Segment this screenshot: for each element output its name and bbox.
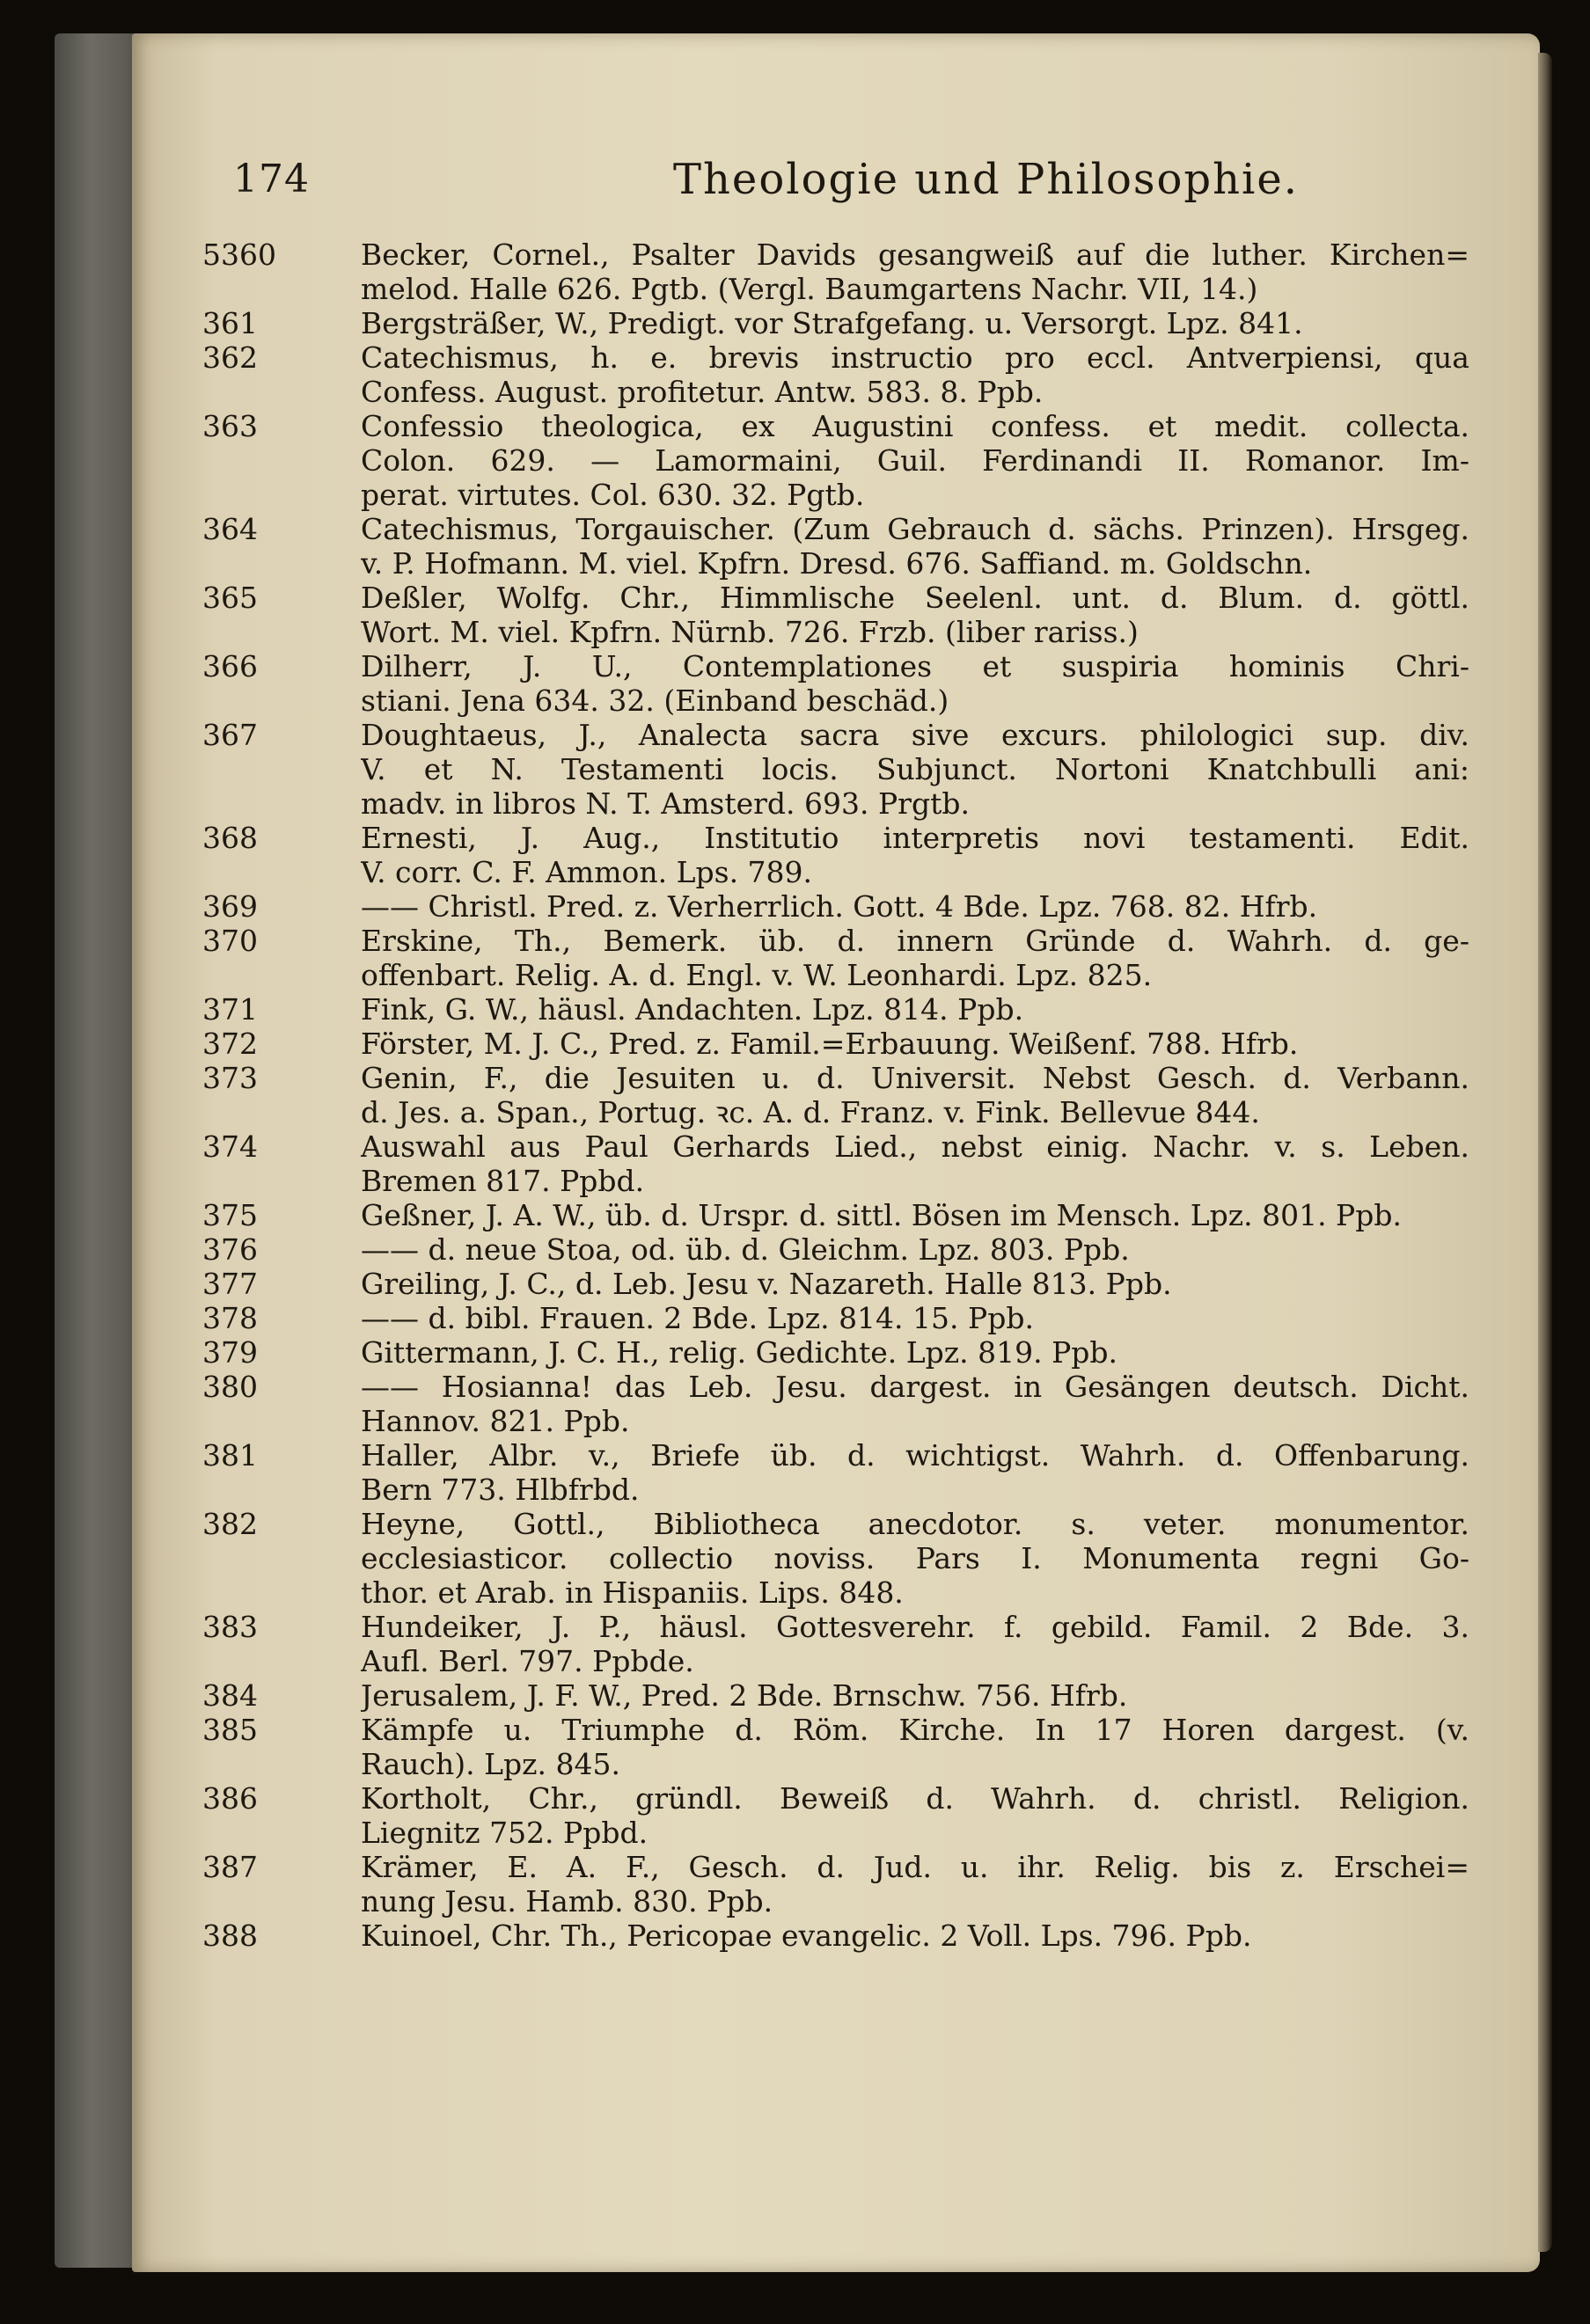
entry-text-line: Becker, Cornel., Psalter Davids gesangweiß auf die luther. Kirchen= (361, 238, 1469, 272)
entry-text-line: Doughtaeus, J., Analecta sacra sive excurs. philologici sup. div. (361, 718, 1469, 752)
entry-number: 376 (202, 1232, 258, 1267)
entry-text-line: Heyne, Gottl., Bibliotheca anecdotor. s. veter. monumentor. (361, 1507, 1469, 1541)
entry-text-line: v. P. Hofmann. M. viel. Kpfrn. Dresd. 676. Saffiand. m. Goldschn. (361, 546, 1313, 581)
entry-number: 378 (202, 1301, 258, 1335)
entry-text-line: Jerusalem, J. F. W., Pred. 2 Bde. Brnschw. 756. Hfrb. (361, 1678, 1128, 1713)
entry-number: 370 (202, 924, 258, 958)
entry-text-line: melod. Halle 626. Pgtb. (Vergl. Baumgartens Nachr. VII, 14.) (361, 272, 1258, 306)
entry-text-line: Rauch). Lpz. 845. (361, 1747, 621, 1781)
entry-number: 387 (202, 1850, 258, 1884)
entry-text-line: Kämpfe u. Triumphe d. Röm. Kirche. In 17 Horen dargest. (v. (361, 1713, 1469, 1747)
catalog-entry (202, 992, 1469, 1027)
entry-text-line: Fink, G. W., häusl. Andachten. Lpz. 814. Ppb. (361, 992, 1024, 1027)
entry-text-line: Ernesti, J. Aug., Institutio interpretis novi testamenti. Edit. (361, 821, 1469, 855)
catalog-entry (202, 718, 1469, 821)
entry-text-line: nung Jesu. Hamb. 830. Ppb. (361, 1884, 773, 1918)
entry-text-line: Catechismus, Torgauischer. (Zum Gebrauch d. sächs. Prinzen). Hrsgeg. (361, 512, 1469, 546)
entry-text-line: Genin, F., die Jesuiten u. d. Universit. Nebst Gesch. d. Verbann. (361, 1061, 1469, 1095)
entry-text-line: Confess. August. profitetur. Antw. 583. 8. Ppb. (361, 375, 1044, 409)
entry-number: 375 (202, 1198, 258, 1232)
entry-text-line: —— d. bibl. Frauen. 2 Bde. Lpz. 814. 15. Ppb. (361, 1301, 1034, 1335)
catalog-entry (202, 1061, 1469, 1129)
entry-number: 379 (202, 1335, 258, 1370)
entry-text-line: V. corr. C. F. Ammon. Lps. 789. (361, 855, 813, 889)
catalog-entry (202, 1610, 1469, 1678)
entry-text-line: Dilherr, J. U., Contemplationes et suspiria hominis Chri- (361, 649, 1469, 683)
catalog-entry (202, 1713, 1469, 1781)
entry-text-line: madv. in libros N. T. Amsterd. 693. Prgtb. (361, 786, 970, 821)
entry-text-line: thor. et Arab. in Hispaniis. Lips. 848. (361, 1575, 904, 1610)
entry-text-line: Krämer, E. A. F., Gesch. d. Jud. u. ihr. Relig. bis z. Erschei= (361, 1850, 1469, 1884)
entry-text-line: Confessio theologica, ex Augustini confess. et medit. collecta. (361, 409, 1469, 443)
entry-number: 369 (202, 889, 258, 924)
entry-text-line: offenbart. Relig. A. d. Engl. v. W. Leonhardi. Lpz. 825. (361, 958, 1153, 992)
catalog-entry (202, 1232, 1469, 1267)
entry-text-line: Bergsträßer, W., Predigt. vor Strafgefang. u. Versorgt. Lpz. 841. (361, 306, 1303, 340)
entry-number: 363 (202, 409, 258, 443)
entry-number: 374 (202, 1129, 258, 1164)
catalog-entry (202, 306, 1469, 340)
catalog-entry (202, 924, 1469, 992)
entry-text-line: Deßler, Wolfg. Chr., Himmlische Seelenl. unt. d. Blum. d. göttl. (361, 581, 1469, 615)
catalog-entry (202, 1370, 1469, 1438)
entry-number: 364 (202, 512, 258, 546)
entry-text-line: —— d. neue Stoa, od. üb. d. Gleichm. Lpz. 803. Ppb. (361, 1232, 1130, 1267)
entry-text-line: stiani. Jena 634. 32. (Einband beschäd.) (361, 683, 949, 718)
entry-number: 386 (202, 1781, 258, 1816)
entry-text-line: Haller, Albr. v., Briefe üb. d. wichtigst. Wahrh. d. Offenbarung. (361, 1438, 1469, 1473)
running-title: Theologie und Philosophie. (673, 155, 1300, 204)
entry-number: 361 (202, 306, 258, 340)
catalog-entry (202, 1507, 1469, 1610)
entry-number: 362 (202, 340, 258, 375)
catalog-entry (202, 889, 1469, 924)
catalog-entry (202, 340, 1469, 409)
entry-number: 371 (202, 992, 258, 1027)
entry-text-line: Auswahl aus Paul Gerhards Lied., nebst einig. Nachr. v. s. Leben. (361, 1129, 1469, 1164)
catalog-entry (202, 1438, 1469, 1507)
entry-text-line: Erskine, Th., Bemerk. üb. d. innern Gründe d. Wahrh. d. ge- (361, 924, 1469, 958)
catalog-entry (202, 1678, 1469, 1713)
entry-number: 373 (202, 1061, 258, 1095)
page-number: 174 (233, 157, 310, 201)
catalog-entry (202, 1267, 1469, 1301)
entry-text-line: Greiling, J. C., d. Leb. Jesu v. Nazareth. Halle 813. Ppb. (361, 1267, 1172, 1301)
entry-text-line: d. Jes. a. Span., Portug. ꝛc. A. d. Franz. v. Fink. Bellevue 844. (361, 1095, 1260, 1129)
catalog-entry (202, 512, 1469, 581)
entry-text-line: Kuinoel, Chr. Th., Pericopae evangelic. 2 Voll. Lps. 796. Ppb. (361, 1918, 1252, 1953)
entry-number: 388 (202, 1918, 258, 1953)
entry-number: 382 (202, 1507, 258, 1541)
entry-text-line: —— Hosianna! das Leb. Jesu. dargest. in Gesängen deutsch. Dicht. (361, 1370, 1469, 1404)
entry-text-line: Catechismus, h. e. brevis instructio pro eccl. Antverpiensi, qua (361, 340, 1469, 375)
entry-text-line: Hundeiker, J. P., häusl. Gottesverehr. f. gebild. Famil. 2 Bde. 3. (361, 1610, 1469, 1644)
catalog-entry (202, 1781, 1469, 1850)
entry-text-line: Liegnitz 752. Ppbd. (361, 1816, 648, 1850)
entry-text-line: perat. virtutes. Col. 630. 32. Pgtb. (361, 478, 865, 512)
catalog-entry (202, 1129, 1469, 1198)
entry-number: 368 (202, 821, 258, 855)
catalog-entry (202, 1301, 1469, 1335)
entry-number: 365 (202, 581, 258, 615)
page-edge (1538, 53, 1552, 2252)
entry-text-line: Colon. 629. — Lamormaini, Guil. Ferdinandi II. Romanor. Im- (361, 443, 1469, 478)
entry-text-line: V. et N. Testamenti locis. Subjunct. Nortoni Knatchbulli ani: (361, 752, 1469, 786)
entry-number: 384 (202, 1678, 258, 1713)
entry-number: 372 (202, 1027, 258, 1061)
entry-text-line: Bremen 817. Ppbd. (361, 1164, 645, 1198)
entry-text-line: Wort. M. viel. Kpfrn. Nürnb. 726. Frzb. (liber rariss.) (361, 615, 1139, 649)
catalog-entry (202, 1198, 1469, 1232)
entry-number: 381 (202, 1438, 258, 1473)
catalog-entry (202, 1027, 1469, 1061)
catalog-entry (202, 238, 1469, 306)
entry-text-line: Aufl. Berl. 797. Ppbde. (361, 1644, 694, 1678)
catalog-entry (202, 1335, 1469, 1370)
catalog-entry (202, 649, 1469, 718)
entry-text-line: ecclesiasticor. collectio noviss. Pars I. Monumenta regni Go- (361, 1541, 1469, 1575)
entry-text-line: —— Christl. Pred. z. Verherrlich. Gott. 4 Bde. Lpz. 768. 82. Hfrb. (361, 889, 1318, 924)
entry-number: 367 (202, 718, 258, 752)
entry-text-line: Geßner, J. A. W., üb. d. Urspr. d. sittl. Bösen im Mensch. Lpz. 801. Ppb. (361, 1198, 1403, 1232)
entry-text-line: Gittermann, J. C. H., relig. Gedichte. Lpz. 819. Ppb. (361, 1335, 1118, 1370)
entry-text-line: Förster, M. J. C., Pred. z. Famil.=Erbauung. Weißenf. 788. Hfrb. (361, 1027, 1299, 1061)
entry-text-line: Hannov. 821. Ppb. (361, 1404, 630, 1438)
entry-number: 377 (202, 1267, 258, 1301)
entry-number: 5360 (202, 238, 276, 272)
entry-text-line: Bern 773. Hlbfrbd. (361, 1473, 640, 1507)
entry-number: 380 (202, 1370, 258, 1404)
catalog-entry (202, 821, 1469, 889)
page-header (233, 151, 1465, 222)
entry-text-line: Kortholt, Chr., gründl. Beweiß d. Wahrh. d. christl. Religion. (361, 1781, 1469, 1816)
entry-number: 366 (202, 649, 258, 683)
entry-number: 385 (202, 1713, 258, 1747)
catalog-entries (202, 238, 1469, 1953)
catalog-entry (202, 1918, 1469, 1953)
catalog-entry (202, 1850, 1469, 1918)
catalog-entry (202, 409, 1469, 512)
catalog-entry (202, 581, 1469, 649)
entry-number: 383 (202, 1610, 258, 1644)
